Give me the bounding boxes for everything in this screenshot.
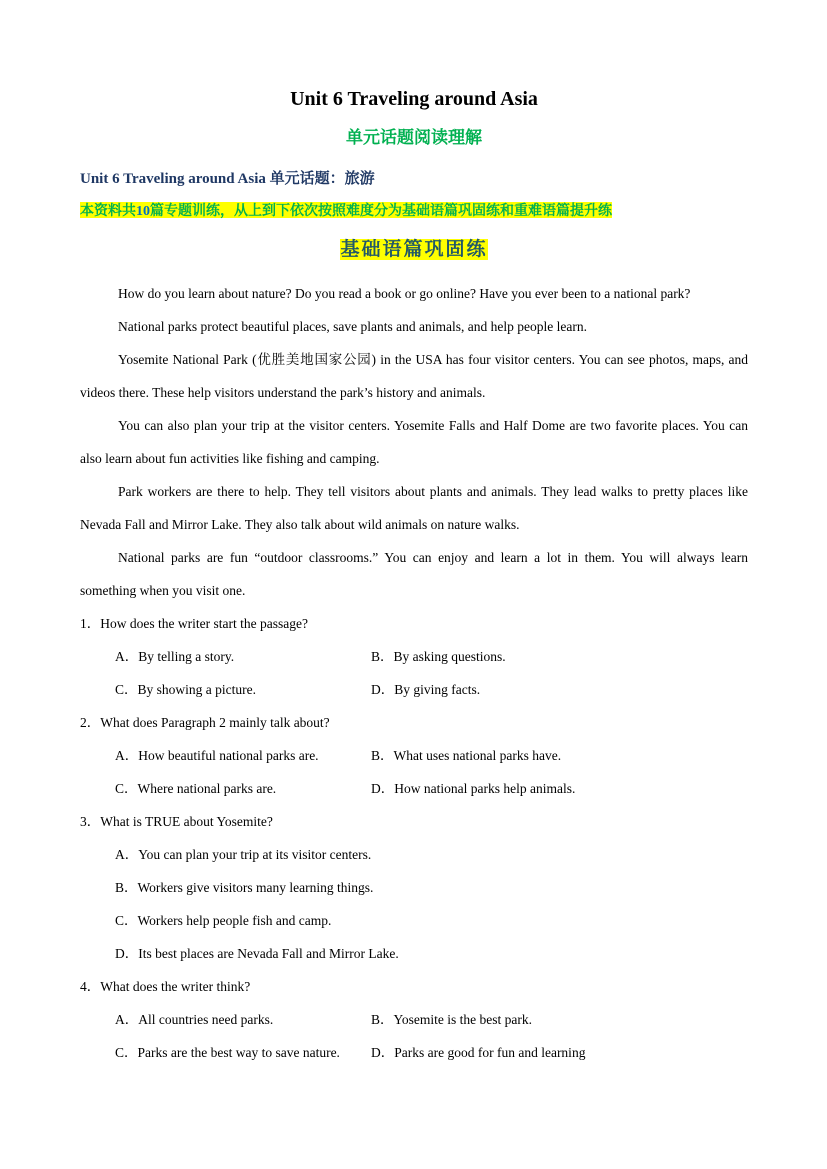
passage-paragraph: Yosemite National Park (优胜美地国家公园) in the USA has four visitor centers. You can see photos, maps, and videos there. These help visitors understand the park’s history and animals. [80, 352, 748, 400]
option-c: C．Parks are the best way to save nature. [115, 1045, 340, 1060]
passage-paragraph: How do you learn about nature? Do you read a book or go online? Have you ever been to a national park? [118, 286, 691, 301]
option-a: A．By telling a story. [115, 649, 235, 664]
question-number: 1． [80, 616, 101, 631]
option-b: B．Workers give visitors many learning things. [115, 880, 374, 895]
section-heading-highlight: 基础语篇巩固练 [340, 239, 488, 260]
question-text: What does Paragraph 2 mainly talk about? [100, 715, 330, 730]
passage-paragraph: You can also plan your trip at the visitor centers. Yosemite Falls and Half Dome are two favorite places. You can also learn about fun activities like fishing and camping. [80, 418, 748, 466]
option-a: A．You can plan your trip at its visitor centers. [115, 847, 372, 862]
question-number: 4． [80, 979, 101, 994]
notice-count: 10 [136, 204, 150, 219]
option-a: A．How beautiful national parks are. [115, 748, 319, 763]
option-c: C．Where national parks are. [115, 781, 277, 796]
question-block-3 [80, 805, 748, 970]
question-list [80, 607, 748, 1069]
question-options [80, 739, 748, 805]
document-title: Unit 6 Traveling around Asia [290, 88, 538, 110]
passage-paragraph: National parks are fun “outdoor classrooms.” You can enjoy and learn a lot in them. You will always learn something when you visit one. [80, 550, 748, 598]
question-number: 3． [80, 814, 101, 829]
question-block-4 [80, 970, 748, 1069]
option-c: C．Workers help people fish and camp. [115, 913, 332, 928]
question-block-2 [80, 706, 748, 805]
option-d: D．Parks are good for fun and learning [371, 1045, 586, 1060]
notice-line [80, 200, 748, 222]
reading-passage [80, 277, 748, 607]
question-stem [80, 607, 748, 640]
section-heading [80, 236, 748, 264]
option-b: B．Yosemite is the best park. [371, 1012, 532, 1027]
option-d: D．How national parks help animals. [371, 781, 576, 796]
passage-paragraph: National parks protect beautiful places, save plants and animals, and help people learn. [118, 319, 587, 334]
option-b: B．By asking questions. [371, 649, 506, 664]
question-options [80, 640, 748, 706]
question-stem [80, 805, 748, 838]
option-d: D．Its best places are Nevada Fall and Mirror Lake. [115, 946, 399, 961]
topic-line-chinese: 单元话题：旅游 [269, 170, 375, 187]
option-b: B．What uses national parks have. [371, 748, 562, 763]
notice-text-pre: 本资料共 [80, 202, 136, 218]
question-stem [80, 706, 748, 739]
document-subtitle: 单元话题阅读理解 [346, 128, 482, 147]
notice-highlight [80, 202, 612, 218]
option-d: D．By giving facts. [371, 682, 481, 697]
question-text: What is TRUE about Yosemite? [100, 814, 273, 829]
question-stem [80, 970, 748, 1003]
question-options [80, 1003, 748, 1069]
notice-text-post: 篇专题训练，从上到下依次按照难度分为基础语篇巩固练和重难语篇提升练 [150, 202, 612, 218]
question-text: How does the writer start the passage? [100, 616, 308, 631]
option-c: C．By showing a picture. [115, 682, 256, 697]
passage-paragraph: Park workers are there to help. They tell visitors about plants and animals. They lead walks to pretty places like Nevada Fall and Mirror Lake. They also talk about wild animals on nature walks. [80, 484, 748, 532]
question-text: What does the writer think? [100, 979, 251, 994]
topic-line [80, 168, 748, 190]
option-a: A．All countries need parks. [115, 1012, 274, 1027]
question-block-1 [80, 607, 748, 706]
question-number: 2． [80, 715, 101, 730]
question-options [80, 838, 748, 970]
topic-line-english: Unit 6 Traveling around Asia [80, 171, 270, 187]
